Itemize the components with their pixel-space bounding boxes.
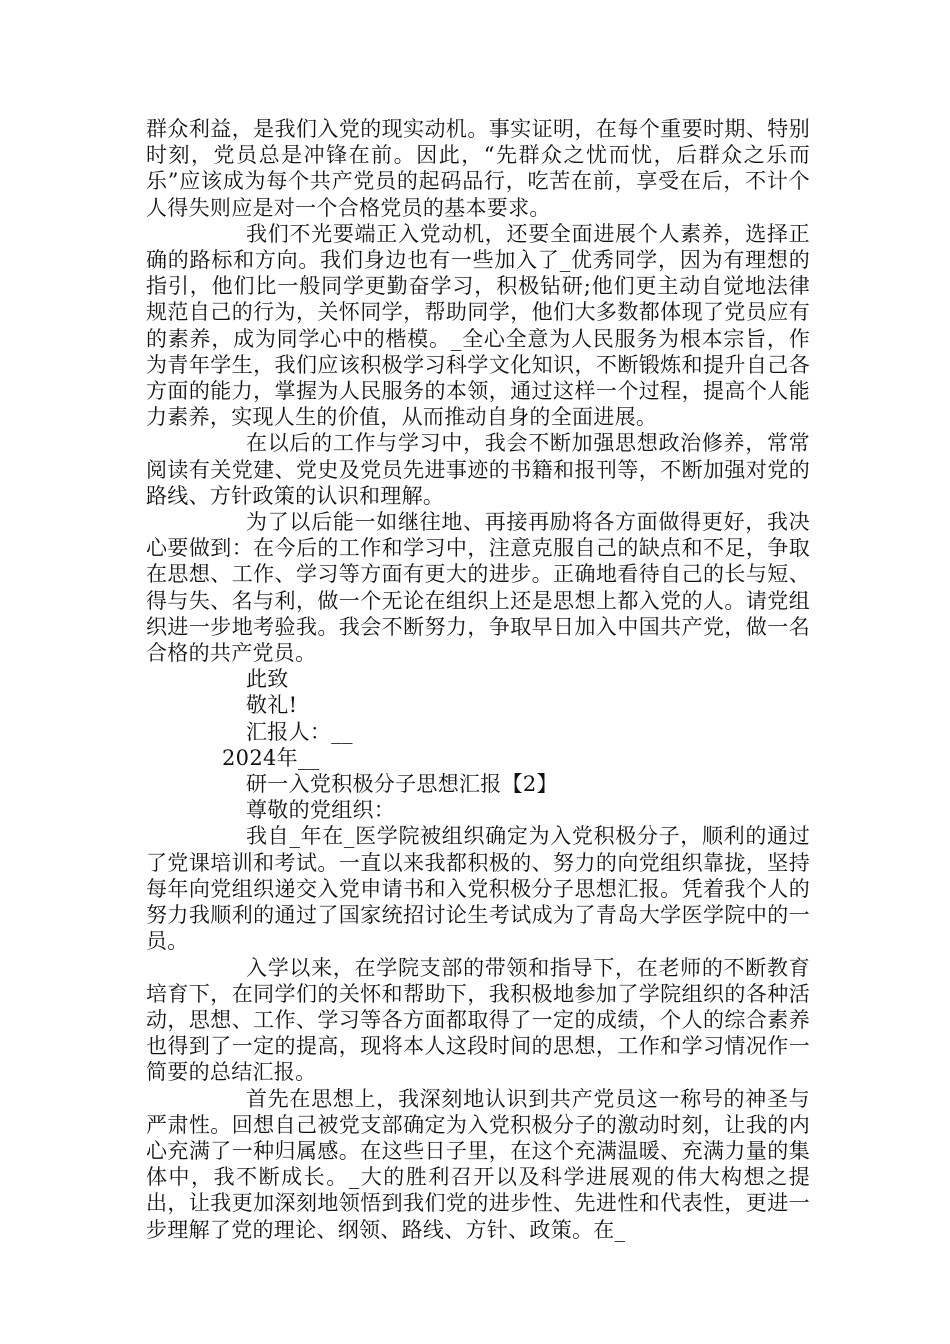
greeting: 尊敬的党组织： (246, 798, 396, 823)
paragraph-since-enrollment: 入学以来，在学院支部的带领和指导下，在老师的不断教育培育下，在同学们的关怀和帮助下，我积极地参加了学院组织的各种活动，思想、工作、学习等各方面都取得了一定的成绩，个人的综合素养也得到了一定的提高，现将本人这段时间的思想，工作和学习情况作一简要的总结汇报。 (146, 955, 810, 1085)
paragraph-ideology: 首先在思想上，我深刻地认识到共产党员这一称号的神圣与严肃性。回想自己被党支部确定为入党积极分子的激动时刻，让我的内心充满了一种归属感。在这些日子里，在这个充满温暖、充满力量的集体中，我不断成长。_大的胜利召开以及科学进展观的伟大构想之提出，让我更加深刻地领悟到我们党的进步性、先进性和代表性，更进一步理解了党的理论、纲领、路线、方针、政策。在_ (146, 1086, 810, 1242)
reporter-signature: 汇报人：__ (246, 719, 353, 744)
paragraph-future-study: 在以后的工作与学习中，我会不断加强思想政治修养，常常阅读有关党建、党史及党员先进事迹的书籍和报刊等，不断加强对党的路线、方针政策的认识和理解。 (146, 431, 810, 508)
paragraph-introduction: 我自_年在_医学院被组织确定为入党积极分子，顺利的通过了党课培训和考试。一直以来我都积极的、努力的向党组织靠拢，坚持每年向党组织递交入党申请书和入党积极分子思想汇报。凭着我个人的努力我顺利的通过了国家统招讨论生考试成为了青岛大学医学院中的一员。 (146, 824, 810, 954)
paragraph-motivation: 群众利益，是我们入党的现实动机。事实证明，在每个重要时期、特别时刻，党员总是冲锋在前。因此，“先群众之忧而忧，后群众之乐而乐”应该成为每个共产党员的起码品行，吃苦在前，享受在后，不计个人得失则应是对一个合格党员的基本要求。 (146, 117, 810, 220)
paragraph-self-improvement: 我们不光要端正入党动机，还要全面进展个人素养，选择正确的路标和方向。我们身边也有一些加入了_优秀同学，因为有理想的指引，他们比一般同学更勤奋学习，积极钻研;他们更主动自觉地法律规范自己的行为，关怀同学，帮助同学，他们大多数都体现了党员应有的素养，成为同学心中的楷模。_全心全意为人民服务为根本宗旨，作为青年学生，我们应该积极学习科学文化知识，不断锻炼和提升自己各方面的能力，掌握为人民服务的本领，通过这样一个过程，提高个人能力素养，实现人生的价值，从而推动自身的全面进展。 (146, 221, 810, 430)
paragraph-resolution: 为了以后能一如继往地、再接再励将各方面做得更好，我决心要做到：在今后的工作和学习中，注意克服自己的缺点和不足，争取在思想、工作、学习等方面有更大的进步。正确地看待自己的长与短、得与失、名与利，做一个无论在组织上还是思想上都入党的人。请党组织进一步地考验我。我会不断努力，争取早日加入中国共产党，做一名合格的共产党员。 (146, 510, 810, 666)
closing-regards: 敬礼! (246, 693, 298, 718)
closing-salutation: 此致 (246, 667, 289, 692)
document-body (146, 116, 810, 1243)
report-date: 2024年__ (222, 745, 320, 770)
section-title: 研一入党积极分子思想汇报【2】 (246, 772, 558, 797)
